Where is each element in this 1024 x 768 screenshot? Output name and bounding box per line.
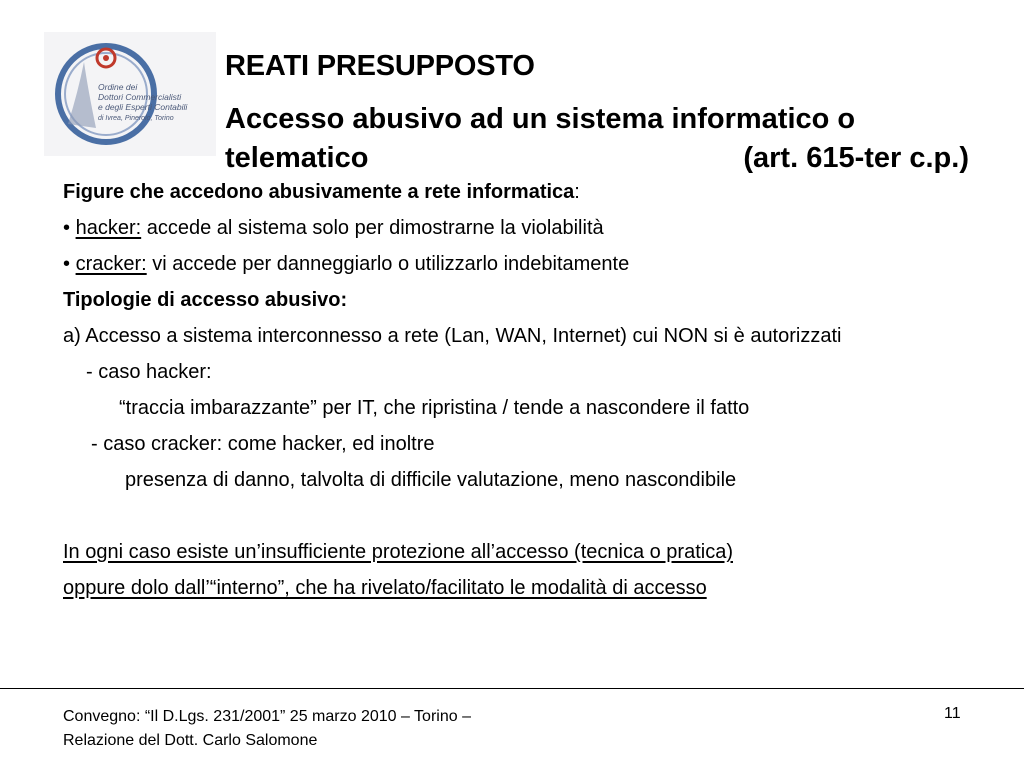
hacker-term: hacker: [75,217,142,239]
article-reference: (art. 615-ter c.p.) [743,142,969,174]
footer-divider [0,688,1024,689]
case-cracker: - caso cracker: come hacker, ed inoltre [91,433,435,455]
types-heading: Tipologie di accesso abusivo: [63,289,348,311]
bullet-hacker [63,216,963,241]
case-hacker: - caso hacker: [86,361,212,383]
hacker-description: accede al sistema solo per dimostrarne la violabilità [146,217,604,239]
conclusion-line-2: oppure dolo dall’“interno”, che ha rivelato/facilitato le modalità di accesso [63,577,707,599]
case-hacker-description: “traccia imbarazzante” per IT, che ripristina / tende a nascondere il fatto [119,397,750,419]
slide-title: REATI PRESUPPOSTO [225,50,535,82]
figure-heading: Figure che accedono abusivamente a rete informatica [63,181,575,203]
subtitle-topic: telematico [225,142,369,174]
slide-subtitle [225,100,975,178]
case-cracker-description: presenza di danno, talvolta di difficile valutazione, meno nascondibile [125,469,737,491]
bullet-icon: • [63,217,71,239]
logo-text-line-2: Dottori Commercialisti [98,92,182,102]
footer [63,705,471,753]
footer-speaker: Relazione del Dott. Carlo Salomone [63,732,318,749]
cracker-term: cracker: [75,253,147,275]
type-a-paragraph: a) Accesso a sistema interconnesso a rete (Lan, WAN, Internet) cui NON si è autorizzati [63,325,842,347]
logo-text-line-1: Ordine dei [98,82,138,92]
footer-event: Convegno: “Il D.Lgs. 231/2001” 25 marzo 2010 – Torino – [63,708,471,725]
logo-text-line-4: di Ivrea, Pinerolo, Torino [98,115,174,122]
logo [44,32,216,156]
bullet-icon: • [63,253,71,275]
cracker-description: vi accede per danneggiarlo o utilizzarlo indebitamente [152,253,630,275]
subtitle-line-1: Accesso abusivo ad un sistema informatico o [225,103,856,135]
figure-heading-paragraph [63,180,963,205]
bullet-cracker [63,252,963,277]
conclusion-line-1: In ogni caso esiste un’insufficiente protezione all’accesso (tecnica o pratica) [63,541,733,563]
figure-heading-colon: : [574,181,580,203]
slide-body [63,180,963,601]
logo-text-line-3: e degli Esperti Contabili [98,102,188,112]
subtitle-line-2 [225,139,969,178]
page-number: 11 [944,705,961,722]
